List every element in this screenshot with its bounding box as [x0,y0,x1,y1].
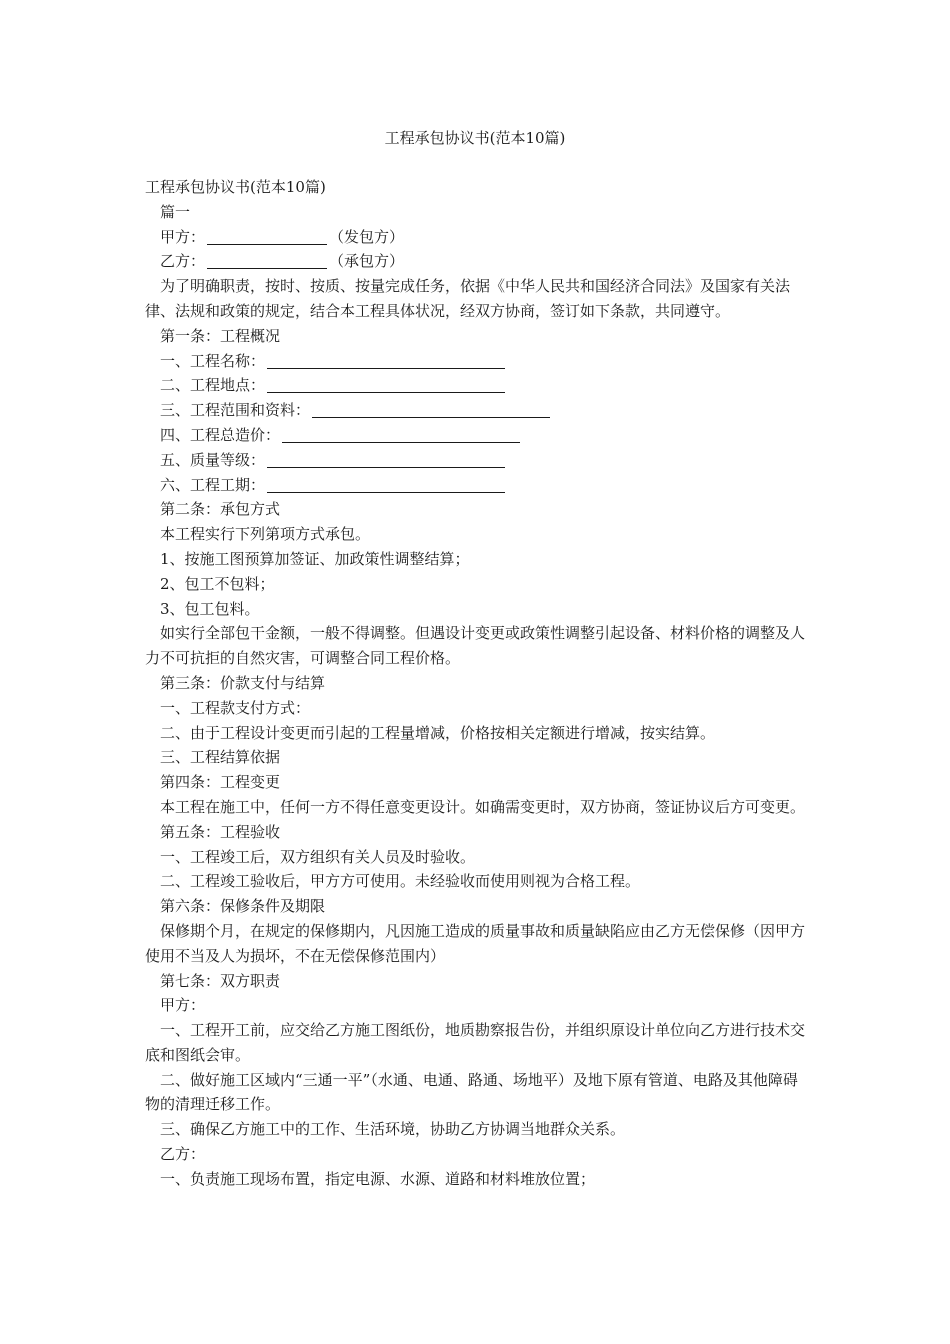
article-7-party-b: 乙方： [160,1145,206,1164]
article-3-line: 三、工程结算依据 [160,748,281,767]
article-2-note: 如实行全部包干金额，一般不得调整。但遇设计变更或政策性调整引起设备、材料价格的调整及人力不可抗拒的自然灾害，可调整合同工程价格。 [145,624,806,668]
party-a-label: 甲方： [160,227,206,246]
blank-line [267,376,505,393]
party-a-line [145,225,805,250]
article-2-line: 3、包工包料。 [160,599,260,618]
article-6-text: 保修期个月，在规定的保修期内，凡因施工造成的质量事故和质量缺陷应由乙方无偿保修（因甲方使用不当及人为损坏，不在无偿保修范围内） [145,921,806,965]
article-4-title: 第四条：工程变更 [160,773,281,792]
field-quality-grade: 五、质量等级： [145,448,805,473]
article-5-line: 二、工程竣工验收后，甲方方可使用。未经验收而使用则视为合格工程。 [160,872,641,891]
article-1-title: 第一条：工程概况 [160,326,281,345]
article-4-text: 本工程在施工中，任何一方不得任意变更设计。如确需变更时，双方协商，签证协议后方可变更。 [160,797,806,816]
field-duration: 六、工程工期： [145,473,805,498]
article-2-line: 本工程实行下列第项方式承包。 [160,525,371,544]
field-total-cost: 四、工程总造价： [145,423,805,448]
blank-line [312,401,550,418]
article-7-b-item: 一、负责施工现场布置，指定电源、水源、道路和材料堆放位置； [160,1169,596,1188]
field-project-location: 二、工程地点： [145,373,805,398]
party-b-role: （承包方） [329,252,405,271]
piece-label: 篇一 [160,202,191,221]
blank-line [267,476,505,493]
article-5-line: 一、工程竣工后，双方组织有关人员及时验收。 [160,847,476,866]
article-7-a-item: 一、工程开工前，应交给乙方施工图纸份，地质勘察报告份，并组织原设计单位向乙方进行技术交底和图纸会审。 [145,1021,806,1064]
article-7-title: 第七条：双方职责 [160,971,281,990]
party-a-blank [207,228,327,245]
article-7-a-item: 二、做好施工区域内“三通一平”（水通、电通、路通、场地平）及地下原有管道、电路及其他障碍物的清理迁移工作。 [145,1070,798,1114]
blank-line [282,426,520,443]
party-b-label: 乙方： [160,252,206,271]
blank-line [267,451,505,468]
article-5-title: 第五条：工程验收 [160,822,281,841]
article-3-line: 一、工程款支付方式： [160,698,311,717]
field-project-scope: 三、工程范围和资料： [145,398,805,423]
party-b-line [145,249,805,274]
article-2-title: 第二条：承包方式 [160,500,281,519]
article-2-line: 2、包工不包料； [160,574,275,593]
article-7-party-a: 甲方： [160,996,206,1015]
article-6-title: 第六条：保修条件及期限 [160,897,326,916]
document-body [145,175,805,1192]
party-a-role: （发包方） [329,227,405,246]
article-3-title: 第三条：价款支付与结算 [160,673,326,692]
intro-paragraph: 为了明确职责，按时、按质、按量完成任务，依据《中华人民共和国经济合同法》及国家有关法律、法规和政策的规定，结合本工程具体状况，经双方协商，签订如下条款，共同遵守。 [145,277,791,320]
article-7-a-item: 三、确保乙方施工中的工作、生活环境，协助乙方协调当地群众关系。 [160,1120,626,1139]
page-title: 工程承包协议书(范本10篇) [384,129,566,147]
article-2-line: 1、按施工图预算加签证、加政策性调整结算； [160,549,470,568]
document-heading: 工程承包协议书(范本10篇) [145,178,326,196]
blank-line [267,352,505,369]
article-3-line: 二、由于工程设计变更而引起的工程量增减，价格按相关定额进行增减，按实结算。 [160,723,716,742]
field-project-name: 一、工程名称： [145,349,805,374]
party-b-blank [207,252,327,269]
